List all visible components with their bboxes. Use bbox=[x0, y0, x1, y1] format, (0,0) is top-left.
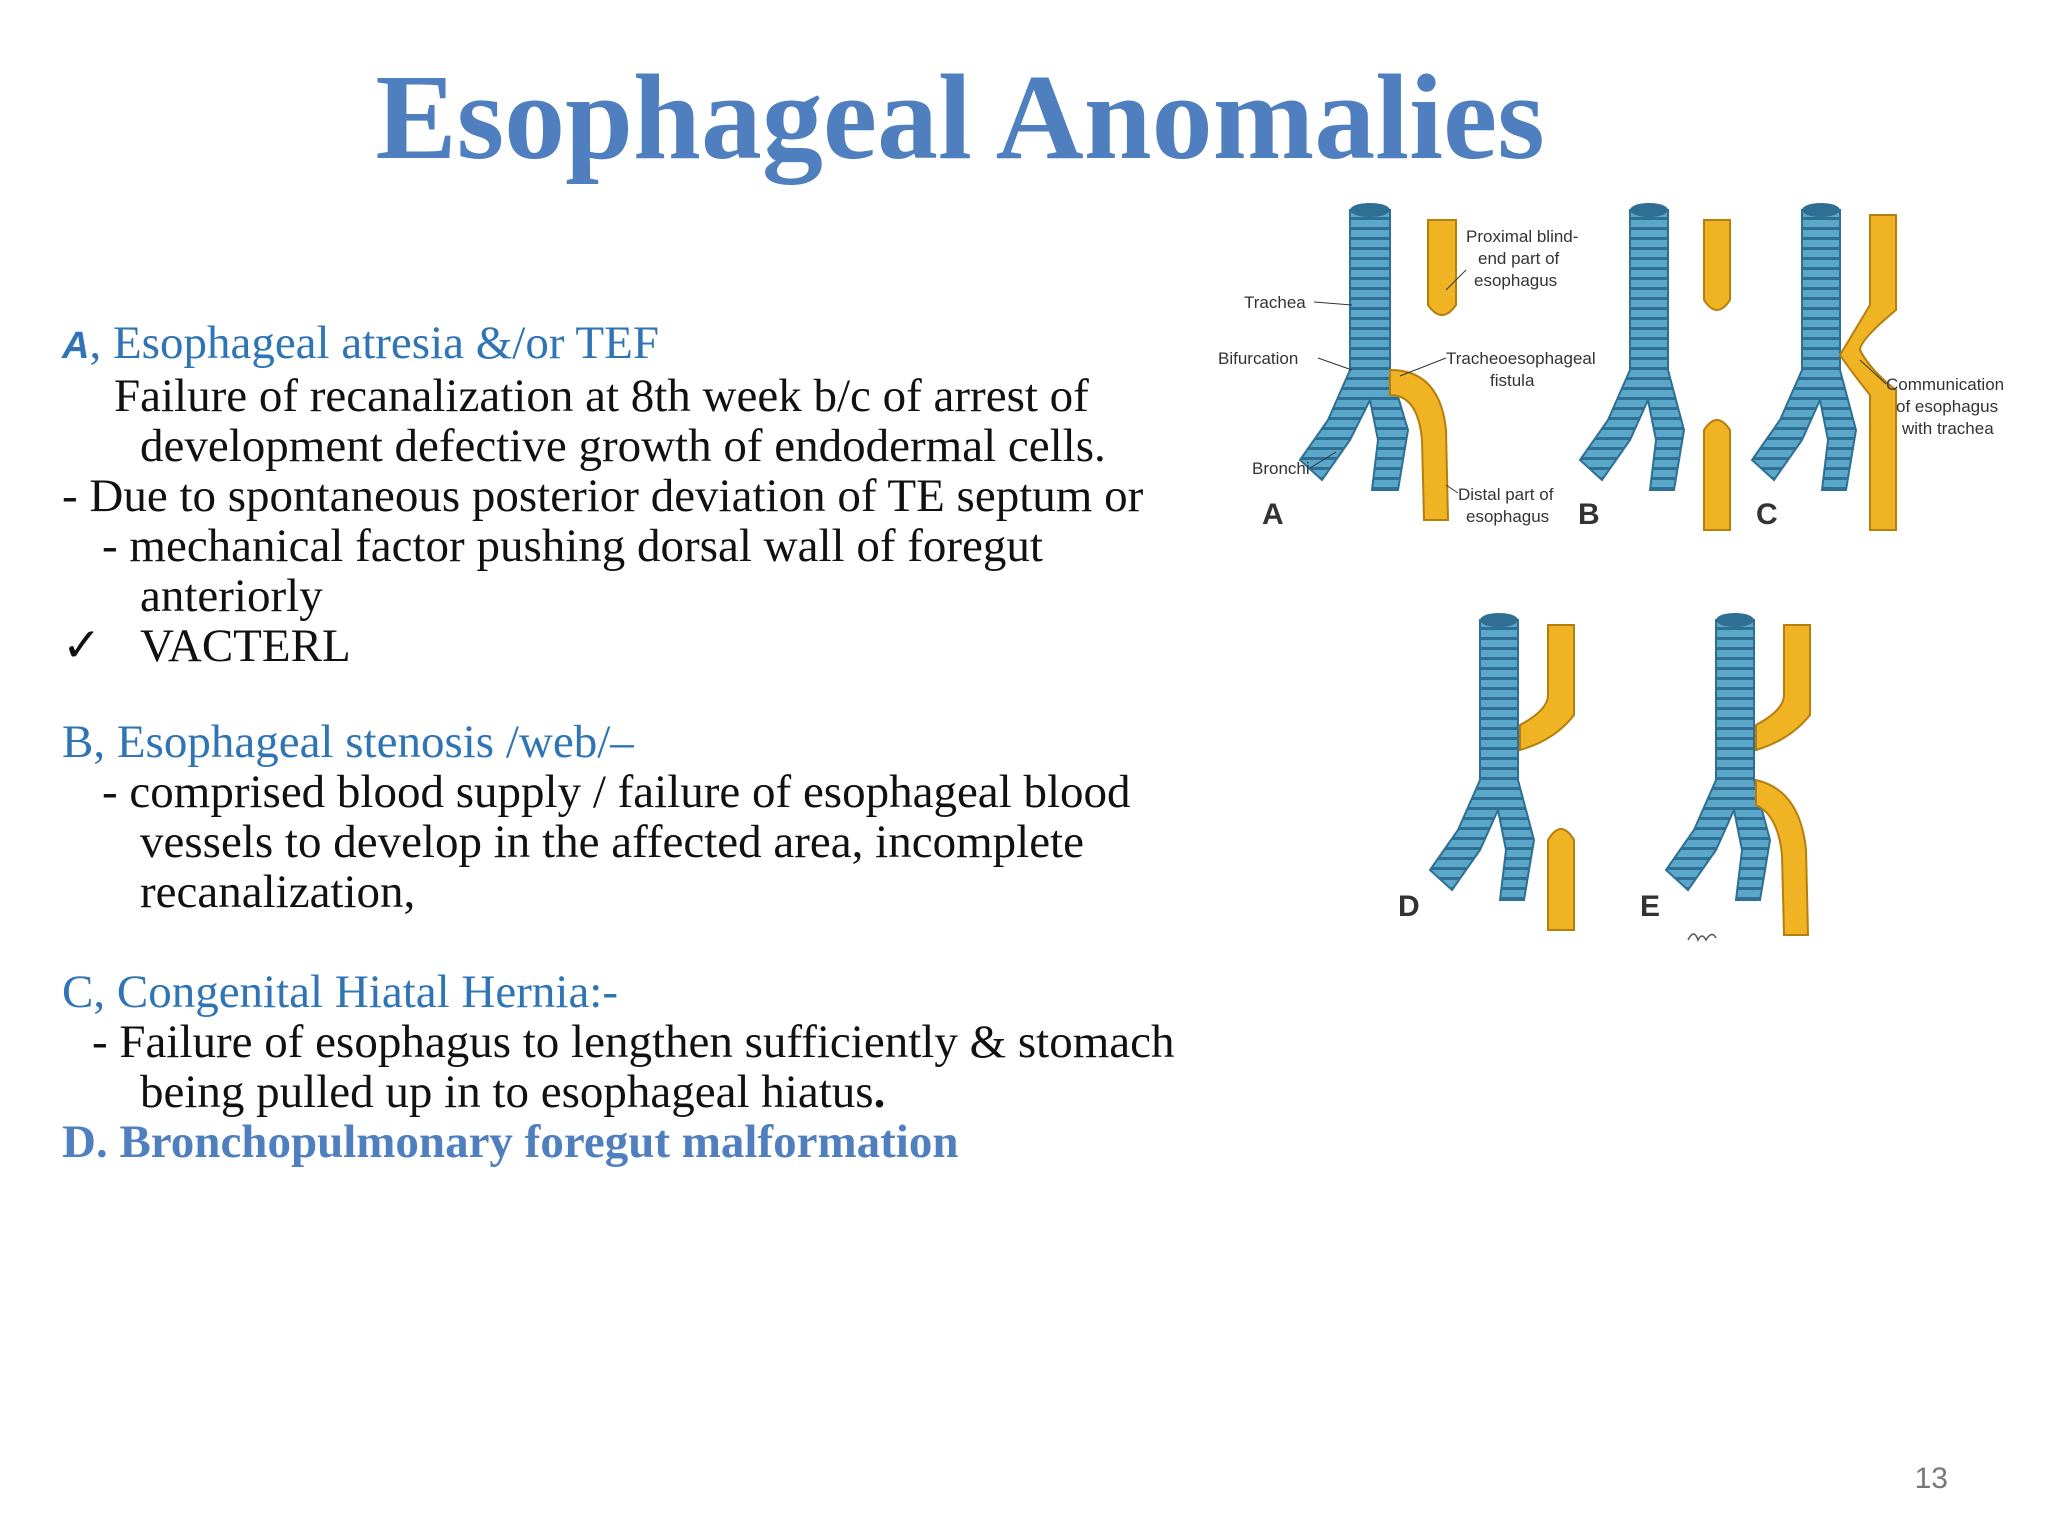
section-d-heading: D. Bronchopulmonary foregut malformation bbox=[62, 1116, 959, 1168]
panel-c bbox=[1752, 203, 2004, 531]
section-c-heading: C, Congenital Hiatal Hernia:- bbox=[62, 966, 619, 1018]
label-comm-1: Communication bbox=[1886, 375, 2005, 394]
panel-e bbox=[1640, 613, 1810, 940]
section-a-line3: - mechanical factor pushing dorsal wall of foregut anteriorly bbox=[102, 520, 1043, 622]
trachea-opening bbox=[1480, 613, 1518, 627]
label-proximal-2: end part of bbox=[1478, 249, 1560, 268]
panel-label-e: E bbox=[1640, 890, 1661, 923]
panel-label-b: B bbox=[1578, 498, 1600, 531]
trachea-shape bbox=[1752, 210, 1856, 490]
section-a-line1: Failure of recanalization at 8th week b/c of arrest of development defective growth of endodermal cells. bbox=[114, 370, 1106, 472]
distal-esophagus-shape bbox=[1548, 829, 1574, 930]
slide-body bbox=[62, 318, 1202, 1167]
checkmark-icon: ✓ bbox=[62, 620, 102, 672]
label-comm-2: of esophagus bbox=[1896, 397, 1999, 416]
panel-label-c: C bbox=[1756, 498, 1778, 531]
slide-title: Esophageal Anomalies bbox=[375, 50, 1545, 185]
trachea-shape bbox=[1666, 620, 1770, 900]
label-bifurcation: Bifurcation bbox=[1218, 349, 1299, 368]
proximal-esophagus-shape bbox=[1520, 625, 1574, 750]
trachea-opening bbox=[1350, 203, 1390, 217]
trachea-opening bbox=[1802, 203, 1840, 217]
artist-signature bbox=[1688, 934, 1716, 940]
esophagus-shape bbox=[1840, 215, 1896, 530]
section-a-line2: - Due to spontaneous posterior deviation of TE septum or bbox=[62, 470, 1144, 522]
label-distal-1: Distal part of bbox=[1458, 485, 1554, 504]
section-c-line1-text: - Failure of esophagus to lengthen sufficiently & stomach being pulled up in to esophageal hiatus bbox=[92, 1016, 1175, 1118]
label-tef-2: fistula bbox=[1490, 371, 1535, 390]
panel-a bbox=[1218, 203, 1596, 531]
label-proximal-3: esophagus bbox=[1474, 271, 1558, 290]
section-a-letter: A bbox=[62, 325, 90, 367]
label-trachea: Trachea bbox=[1244, 293, 1306, 312]
section-b-line1: - comprised blood supply / failure of esophageal blood vessels to develop in the affected area, incomplete recanalization, bbox=[102, 766, 1131, 918]
panel-label-a: A bbox=[1262, 498, 1284, 531]
proximal-esophagus-shape bbox=[1756, 625, 1810, 750]
page-number: 13 bbox=[1914, 1462, 1948, 1495]
esophageal-anomalies-figure bbox=[1210, 190, 2030, 970]
section-a-check-item: VACTERL bbox=[140, 620, 351, 672]
proximal-esophagus-shape bbox=[1704, 220, 1730, 310]
trachea-shape bbox=[1300, 210, 1408, 490]
panel-d bbox=[1398, 613, 1574, 930]
label-tef-1: Tracheoesophageal bbox=[1446, 349, 1596, 368]
section-b-heading: B, Esophageal stenosis /web/– bbox=[62, 716, 634, 768]
section-a-check-row bbox=[62, 621, 1202, 671]
trachea-opening bbox=[1716, 613, 1754, 627]
section-a-heading-text: , Esophageal atresia &/or TEF bbox=[89, 317, 659, 369]
panel-label-d: D bbox=[1398, 890, 1420, 923]
section-c-line1 bbox=[62, 1017, 1202, 1117]
spacer bbox=[62, 671, 1202, 717]
panel-b bbox=[1578, 203, 1730, 531]
distal-esophagus-shape bbox=[1704, 420, 1730, 530]
proximal-esophagus-shape bbox=[1428, 220, 1456, 315]
label-proximal-1: Proximal blind- bbox=[1466, 227, 1579, 246]
section-a-heading bbox=[62, 318, 1202, 371]
label-bronchi: Bronchi bbox=[1252, 459, 1310, 478]
label-comm-3: with trachea bbox=[1902, 419, 1994, 438]
label-distal-2: esophagus bbox=[1466, 507, 1550, 526]
spacer bbox=[62, 917, 1202, 967]
section-c-line1-end: . bbox=[873, 1066, 886, 1118]
trachea-opening bbox=[1630, 203, 1668, 217]
trachea-shape bbox=[1430, 620, 1534, 900]
